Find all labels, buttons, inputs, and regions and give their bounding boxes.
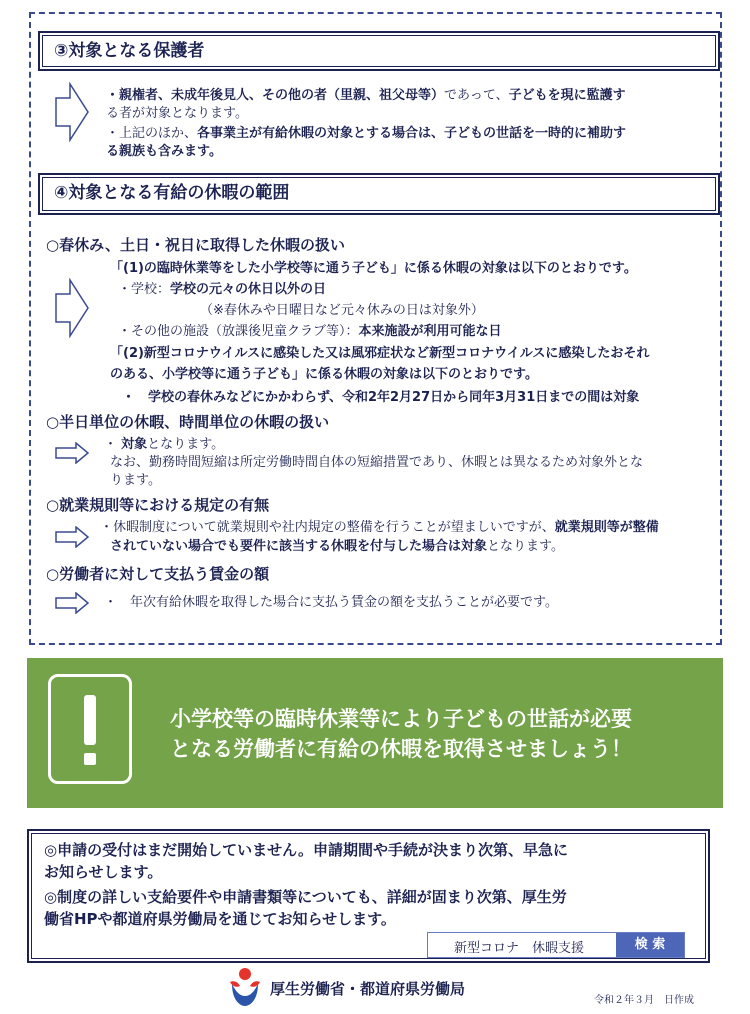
mhlw-logo-icon <box>228 966 262 1008</box>
arrow-right-icon <box>54 82 90 142</box>
section3-line4: る親族も含みます。 <box>106 144 222 159</box>
notice-line4: 働省HPや都道府県労働局を通じてお知らせします。 <box>44 910 396 928</box>
notice-line2: お知らせします。 <box>44 863 163 881</box>
arrow-right-icon <box>54 278 90 338</box>
notice-line1: ◎申請の受付はまだ開始していません。申請期間や手続が決まり次第、早急に <box>44 841 568 859</box>
halfday-line3: ります。 <box>110 473 161 488</box>
halfday-line2: なお、勤務時間短縮は所定労働時間自体の短縮措置であり、休暇とは異なるため対象外とな <box>110 455 644 470</box>
search-box[interactable] <box>427 932 685 958</box>
wage-line1: ・ 年次有給休暇を取得した場合に支払う賃金の額を支払うことが必要です。 <box>104 595 558 610</box>
spring-line5: 「(2)新型コロナウイルスに感染した又は風邪症状など新型コロナウイルスに感染したおそれ <box>110 346 650 361</box>
spring-line3: （※春休みや日曜日など元々休みの日は対象外） <box>200 303 484 318</box>
arrow-right-icon <box>54 526 90 548</box>
rules-line1: ・休暇制度について就業規則や社内規定の整備を行うことが望ましいですが、就業規則等が整備 <box>100 520 659 535</box>
banner-line1: 小学校等の臨時休業等により子どもの世話が必要 <box>170 707 632 731</box>
search-input[interactable]: 新型コロナ 休暇支援 <box>454 941 585 956</box>
section3-heading <box>38 31 720 71</box>
section3-line2: る者が対象となります。 <box>106 106 248 121</box>
banner-line2: となる労働者に有給の休暇を取得させましょう！ <box>170 737 632 761</box>
section3-line1: ・親権者、未成年後見人、その他の者（里親、祖父母等）であって、子どもを現に監護す <box>106 88 626 103</box>
spring-line4: ・その他の施設（放課後児童クラブ等）：本来施設が利用可能な日 <box>118 324 502 339</box>
search-button[interactable]: 検 索 <box>616 933 684 957</box>
spring-line1: 「(1)の臨時休業等をした小学校等に通う子ども」に係る休暇の対象は以下のとおりです。 <box>110 261 637 276</box>
wage-title: ○労働者に対して支払う賃金の額 <box>46 565 270 583</box>
rules-title: ○就業規則等における規定の有無 <box>46 496 270 514</box>
section3-heading-text: ③対象となる保護者 <box>54 41 205 61</box>
section3-line3: ・上記のほか、各事業主が有給休暇の対象とする場合は、子どもの世話を一時的に補助す <box>106 126 627 141</box>
spring-line6: のある、小学校等に通う子ども」に係る休暇の対象は以下のとおりです。 <box>110 367 538 382</box>
arrow-right-icon <box>54 592 90 614</box>
halfday-title: ○半日単位の休暇、時間単位の休暇の扱い <box>46 413 330 431</box>
halfday-line1: ・ 対象となります。 <box>104 437 225 452</box>
section4-heading <box>38 173 720 215</box>
notice-line3: ◎制度の詳しい支給要件や申請書類等についても、詳細が固まり次第、厚生労 <box>44 888 567 906</box>
spring-line7: ・ 学校の春休みなどにかかわらず、令和2年2月27日から同年3月31日までの間は対象 <box>122 390 640 405</box>
spring-title: ○春休み、土日・祝日に取得した休暇の扱い <box>46 236 345 254</box>
arrow-right-icon <box>54 442 90 464</box>
spring-line2: ・学校：学校の元々の休日以外の日 <box>118 282 327 297</box>
exclamation-icon <box>48 674 132 784</box>
footer-org: 厚生労働省・都道府県労働局 <box>270 980 466 998</box>
rules-line2: されていない場合でも要件に該当する休暇を付与した場合は対象となります。 <box>110 539 564 554</box>
section4-heading-text: ④対象となる有給の休暇の範囲 <box>54 183 290 203</box>
footer-date: 令和２年３月 日作成 <box>594 995 694 1006</box>
